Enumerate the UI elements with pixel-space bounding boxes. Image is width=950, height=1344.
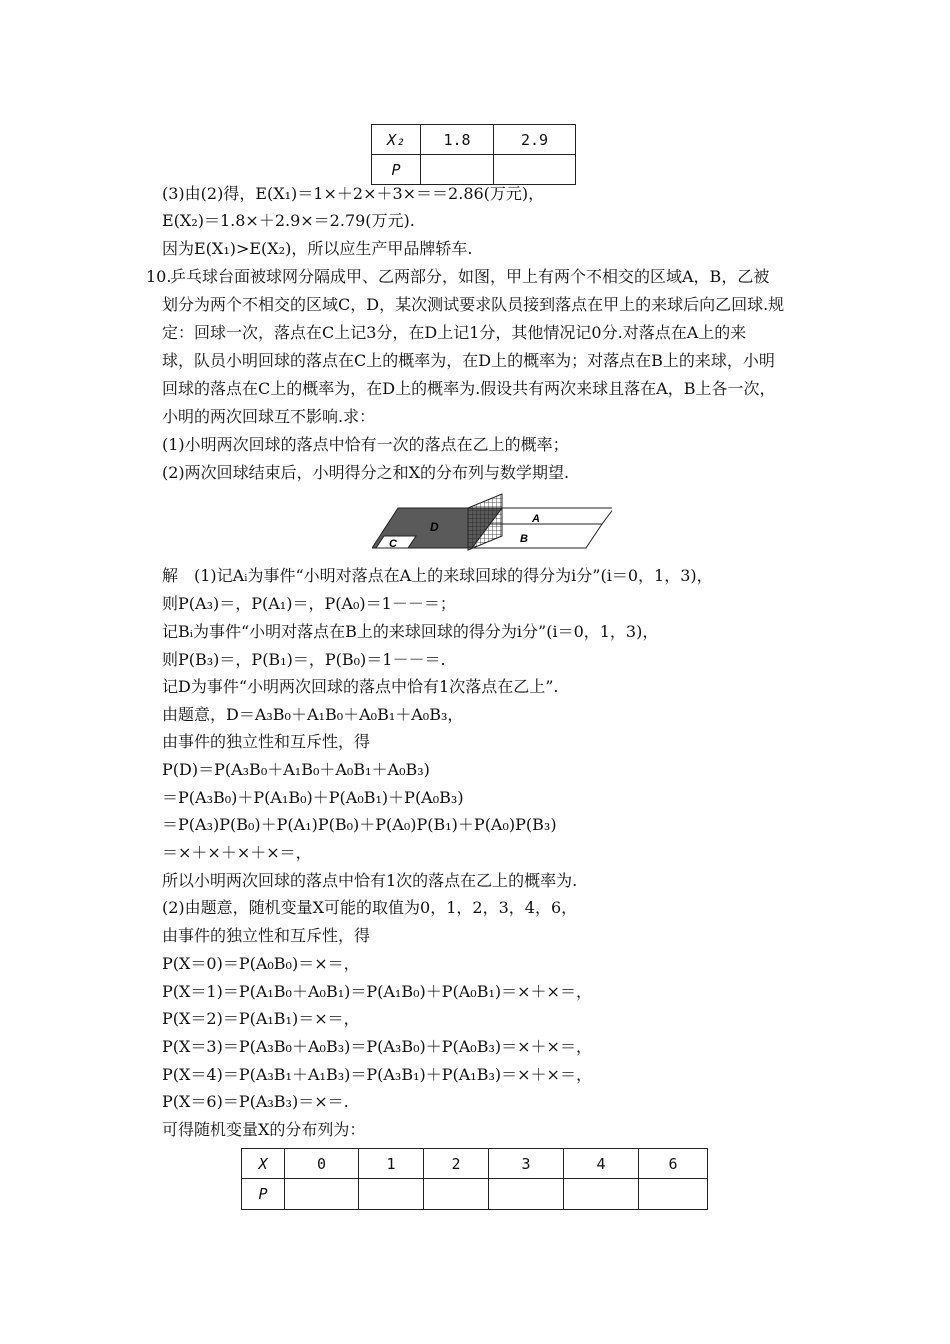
- solution-line: 可得随机变量X的分布列为：: [162, 1120, 366, 1139]
- table-cell: [489, 1179, 564, 1210]
- table-cell: 2.9: [494, 125, 576, 155]
- solution-line: 则P(A₃)＝，P(A₁)＝，P(A₀)＝1－－＝；: [162, 594, 456, 613]
- table-row: [242, 1149, 708, 1179]
- part3-line: E(X₂)＝1.8×＋2.9×＝2.79(万元).: [162, 211, 415, 230]
- solution-line: P(X＝0)＝P(A₀B₀)＝×＝，: [162, 954, 360, 973]
- table-cell: [359, 1179, 424, 1210]
- table-row: [242, 1179, 708, 1210]
- table-cell: [285, 1179, 359, 1210]
- table-cell: 0: [285, 1149, 359, 1179]
- solution-line: P(X＝6)＝P(A₃B₃)＝×＝.: [162, 1092, 349, 1111]
- question-stem-line: 小明的两次回球互不影响.求：: [162, 407, 376, 426]
- question-stem-line: 定：回球一次，落点在C上记3分，在D上记1分，其他情况记0分.对落点在A上的来: [162, 323, 747, 342]
- solution-line: 解 (1)记Aᵢ为事件“小明对落点在A上的来球回球的得分为i分”(i＝0，1，3)，: [162, 566, 713, 585]
- solution-line: (2)由题意，随机变量X可能的取值为0，1，2，3，4，6，: [162, 898, 578, 917]
- table-cell: X₂: [372, 125, 421, 155]
- part3-line: (3)由(2)得，E(X₁)＝1×＋2×＋3×＝＝2.86(万元)，: [162, 184, 545, 203]
- label-C: C: [389, 538, 397, 550]
- region-A: [490, 508, 612, 524]
- question-stem-line: 乒乓球台面被球网分隔成甲、乙两部分，如图，甲上有两个不相交的区域A，B，乙被: [170, 267, 770, 286]
- solution-line: ＝P(A₃)P(B₀)＋P(A₁)P(B₀)＋P(A₀)P(B₁)＋P(A₀)P(B₃): [162, 815, 557, 834]
- table-row: [372, 125, 576, 155]
- solution-line: 则P(B₃)＝，P(B₁)＝，P(B₀)＝1－－＝.: [162, 650, 446, 669]
- sub-question: (1)小明两次回球的落点中恰有一次的落点在乙上的概率；: [162, 435, 569, 454]
- table-cell: 1.8: [421, 125, 494, 155]
- solution-line: P(X＝2)＝P(A₁B₁)＝×＝，: [162, 1009, 360, 1028]
- table-cell: [494, 155, 576, 185]
- table-cell: P: [372, 155, 421, 185]
- solution-line: 所以小明两次回球的落点中恰有1次的落点在乙上的概率为.: [162, 871, 578, 890]
- solution-line: P(D)＝P(A₃B₀＋A₁B₀＋A₀B₁＋A₀B₃): [162, 760, 430, 779]
- table-cell: 4: [564, 1149, 639, 1179]
- table-row: [372, 155, 576, 185]
- table-tennis-figure: [372, 490, 612, 556]
- solution-line: 由事件的独立性和互斥性，得: [162, 732, 371, 751]
- question-stem-line: 划分为两个不相交的区域C，D，某次测试要求队员接到落点在甲上的来球后向乙回球.规: [162, 295, 785, 314]
- table-cell: [424, 1179, 489, 1210]
- table-cell: [639, 1179, 708, 1210]
- table-cell: P: [242, 1179, 285, 1210]
- table-cell: X: [242, 1149, 285, 1179]
- table-cell: 3: [489, 1149, 564, 1179]
- solution-line: 记Bᵢ为事件“小明对落点在B上的来球回球的得分为i分”(i＝0，1，3)，: [162, 622, 659, 641]
- solution-line: 由题意，D＝A₃B₀＋A₁B₀＋A₀B₁＋A₀B₃，: [162, 705, 464, 724]
- label-A: A: [532, 513, 540, 525]
- solution-line: ＝×＋×＋×＋×＝，: [162, 843, 312, 862]
- distribution-table-x: [241, 1148, 708, 1210]
- table-cell: 6: [639, 1149, 708, 1179]
- question-stem-line: 球，队员小明回球的落点在C上的概率为，在D上的概率为；对落点在B上的来球，小明: [162, 351, 775, 370]
- solution-line: P(X＝4)＝P(A₃B₁＋A₁B₃)＝P(A₃B₁)＋P(A₁B₃)＝×＋×＝，: [162, 1065, 592, 1084]
- solution-line: P(X＝3)＝P(A₃B₀＋A₀B₃)＝P(A₃B₀)＋P(A₀B₃)＝×＋×＝，: [162, 1037, 592, 1056]
- label-B: B: [520, 533, 528, 545]
- label-D: D: [430, 520, 439, 534]
- solution-line: ＝P(A₃B₀)＋P(A₁B₀)＋P(A₀B₁)＋P(A₀B₃): [162, 788, 464, 807]
- question-number: 10.: [146, 267, 172, 286]
- table-cell: 2: [424, 1149, 489, 1179]
- solution-line: 记D为事件“小明两次回球的落点中恰有1次落点在乙上”.: [162, 677, 559, 696]
- solution-line: 由事件的独立性和互斥性，得: [162, 926, 371, 945]
- table-cell: 1: [359, 1149, 424, 1179]
- table-cell: [421, 155, 494, 185]
- solution-line: P(X＝1)＝P(A₁B₀＋A₀B₁)＝P(A₁B₀)＋P(A₀B₁)＝×＋×＝，: [162, 982, 592, 1001]
- sub-question: (2)两次回球结束后，小明得分之和X的分布列与数学期望.: [162, 463, 570, 482]
- question-stem-line: 回球的落点在C上的概率为，在D上的概率为.假设共有两次来球且落在A，B上各一次，: [162, 379, 776, 398]
- table-cell: [564, 1179, 639, 1210]
- distribution-table-x2: [371, 124, 576, 185]
- part3-line: 因为E(X₁)>E(X₂)，所以应生产甲品牌轿车.: [162, 239, 473, 258]
